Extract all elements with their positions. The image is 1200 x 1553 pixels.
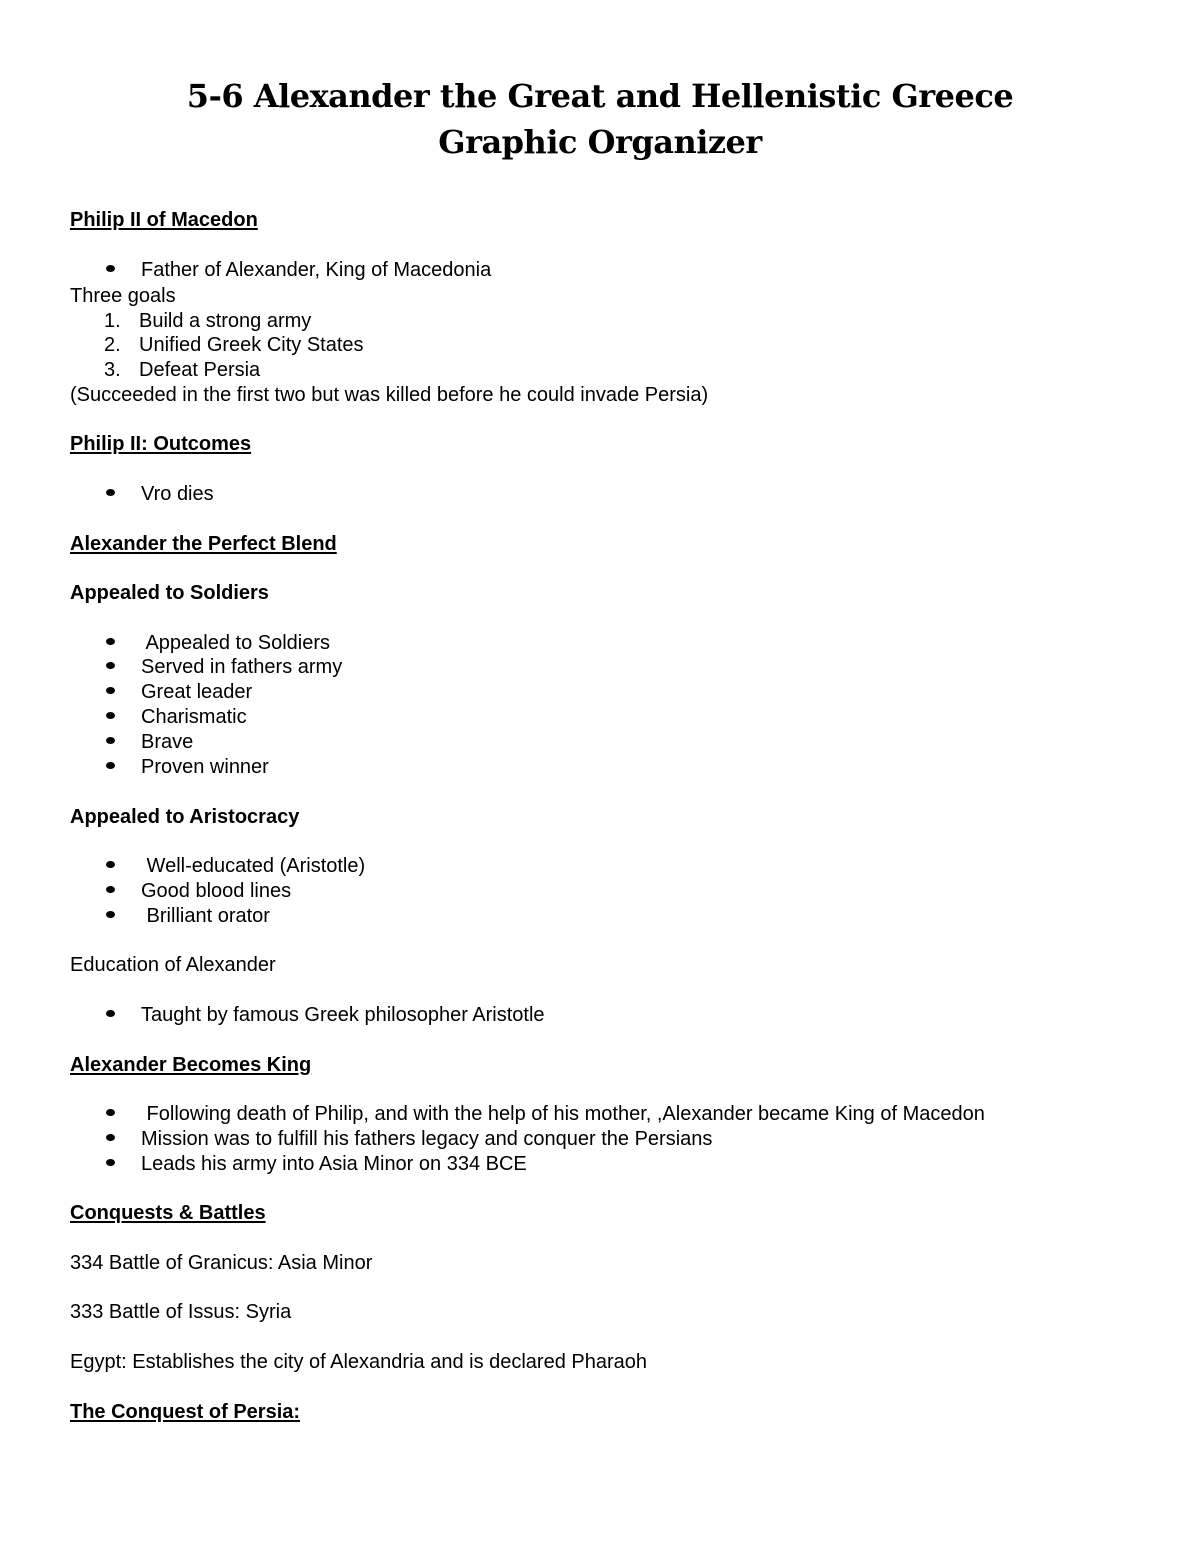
heading-outcomes: Philip II: Outcomes bbox=[70, 433, 252, 455]
list-item: Taught by famous Greek philosopher Aristotle bbox=[106, 1003, 545, 1027]
list-item: Father of Alexander, King of Macedonia bbox=[106, 258, 491, 282]
list-item: Vro dies bbox=[106, 482, 214, 506]
bullet-icon bbox=[106, 861, 115, 868]
bullet-icon bbox=[106, 687, 115, 694]
document-title: 5-6 Alexander the Great and Hellenistic Greece bbox=[186, 77, 1014, 115]
philip-note: (Succeeded in the first two but was killed before he could invade Persia) bbox=[70, 384, 709, 406]
list-item: Appealed to Soldiers bbox=[106, 631, 330, 655]
bullet-icon bbox=[106, 265, 115, 272]
bullet-icon bbox=[106, 762, 115, 769]
bullet-icon bbox=[106, 911, 115, 918]
education-label: Education of Alexander bbox=[70, 954, 276, 976]
battle-line: Egypt: Establishes the city of Alexandria and is declared Pharaoh bbox=[70, 1351, 648, 1373]
bullet-icon bbox=[106, 712, 115, 719]
bullet-icon bbox=[106, 662, 115, 669]
list-item: Charismatic bbox=[106, 705, 247, 729]
numbered-item: 1. Build a strong army bbox=[104, 310, 312, 332]
list-item: Good blood lines bbox=[106, 879, 291, 903]
list-item: Brilliant orator bbox=[106, 904, 270, 928]
heading-soldiers: Appealed to Soldiers bbox=[70, 582, 269, 604]
heading-perfect-blend: Alexander the Perfect Blend bbox=[70, 533, 337, 555]
document-subtitle: Graphic Organizer bbox=[438, 123, 762, 161]
list-item: Great leader bbox=[106, 680, 252, 704]
heading-persia: The Conquest of Persia: bbox=[70, 1401, 301, 1423]
heading-philip: Philip II of Macedon bbox=[70, 209, 258, 231]
bullet-icon bbox=[106, 737, 115, 744]
list-item: Brave bbox=[106, 730, 193, 754]
list-item: Mission was to fulfill his fathers legacy and conquer the Persians bbox=[106, 1127, 712, 1151]
battle-line: 333 Battle of Issus: Syria bbox=[70, 1301, 292, 1323]
heading-aristocracy: Appealed to Aristocracy bbox=[70, 806, 300, 828]
numbered-item: 2. Unified Greek City States bbox=[104, 334, 364, 356]
list-item: Served in fathers army bbox=[106, 655, 342, 679]
bullet-icon bbox=[106, 1109, 115, 1116]
numbered-item: 3. Defeat Persia bbox=[104, 359, 261, 381]
list-item: Proven winner bbox=[106, 755, 269, 779]
list-item: Well-educated (Aristotle) bbox=[106, 854, 365, 878]
bullet-icon bbox=[106, 1159, 115, 1166]
bullet-icon bbox=[106, 638, 115, 645]
bullet-icon bbox=[106, 1010, 115, 1017]
battle-line: 334 Battle of Granicus: Asia Minor bbox=[70, 1252, 373, 1274]
list-item: Following death of Philip, and with the help of his mother, ,Alexander became King of Macedon bbox=[106, 1102, 985, 1126]
goals-label: Three goals bbox=[70, 285, 176, 307]
bullet-icon bbox=[106, 489, 115, 496]
list-item: Leads his army into Asia Minor on 334 BCE bbox=[106, 1152, 527, 1176]
heading-conquests: Conquests & Battles bbox=[70, 1202, 266, 1224]
bullet-icon bbox=[106, 1134, 115, 1141]
bullet-icon bbox=[106, 886, 115, 893]
heading-becomes-king: Alexander Becomes King bbox=[70, 1054, 312, 1076]
